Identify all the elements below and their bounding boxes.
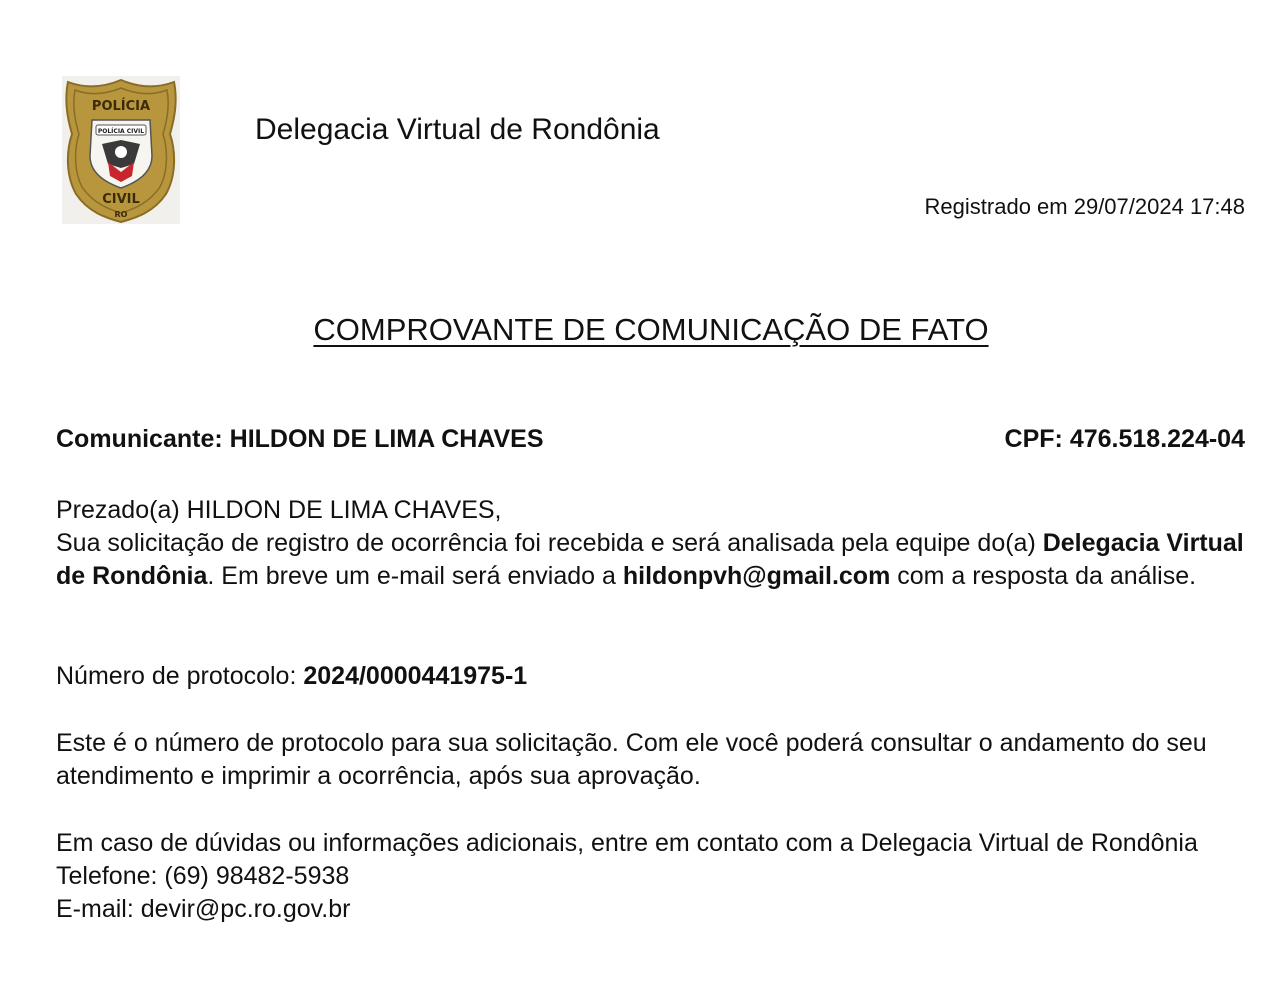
contact-block bbox=[56, 827, 1246, 926]
message-email: hildonpvh@gmail.com bbox=[622, 562, 891, 590]
cpf-value: 476.518.224-04 bbox=[1069, 425, 1245, 453]
document-title: COMPROVANTE DE COMUNICAÇÃO DE FATO bbox=[313, 312, 989, 347]
message-part2: . Em breve um e-mail será enviado a bbox=[207, 562, 623, 590]
badge-top-text: POLÍCIA bbox=[91, 99, 151, 114]
greeting: Prezado(a) HILDON DE LIMA CHAVES, bbox=[56, 496, 502, 524]
org-name: Delegacia Virtual de Rondônia bbox=[255, 113, 660, 146]
message-part1: Sua solicitação de registro de ocorrência foi recebida e será analisada pela equipe do(a) bbox=[56, 529, 1043, 557]
comunicante bbox=[56, 423, 544, 455]
message-paragraph bbox=[56, 527, 1246, 593]
badge-state-text: RO bbox=[114, 210, 128, 219]
comunicante-name: HILDON DE LIMA CHAVES bbox=[229, 425, 544, 453]
protocol-line bbox=[56, 660, 1246, 693]
message-part3: com a resposta da análise. bbox=[890, 562, 1197, 590]
contact-text: Em caso de dúvidas ou informações adicionais, entre em contato com a Delegacia Virtual de Rondônia bbox=[56, 829, 1198, 857]
message-block bbox=[56, 494, 1246, 593]
protocol-number: 2024/0000441975-1 bbox=[303, 662, 528, 690]
police-badge-icon bbox=[62, 76, 180, 224]
protocol-note: Este é o número de protocolo para sua solicitação. Com ele você poderá consultar o andamento do seu atendimento e imprimir a ocorrência, após sua aprovação. bbox=[56, 729, 1207, 790]
badge-shield-text: POLÍCIA CIVIL bbox=[97, 128, 145, 135]
contact-email: E-mail: devir@pc.ro.gov.br bbox=[56, 895, 351, 923]
registration-timestamp: Registrado em 29/07/2024 17:48 bbox=[924, 194, 1245, 219]
protocol-label: Número de protocolo: bbox=[56, 662, 304, 690]
party-row bbox=[56, 423, 1245, 455]
badge-bottom-text: CIVIL bbox=[102, 192, 140, 207]
cpf bbox=[1005, 423, 1245, 455]
message-unit: Delegacia Virtual de Rondônia bbox=[56, 529, 1244, 590]
comunicante-label: Comunicante: bbox=[56, 425, 223, 453]
contact-phone: Telefone: (69) 98482-5938 bbox=[56, 862, 350, 890]
cpf-label: CPF: bbox=[1004, 425, 1063, 453]
